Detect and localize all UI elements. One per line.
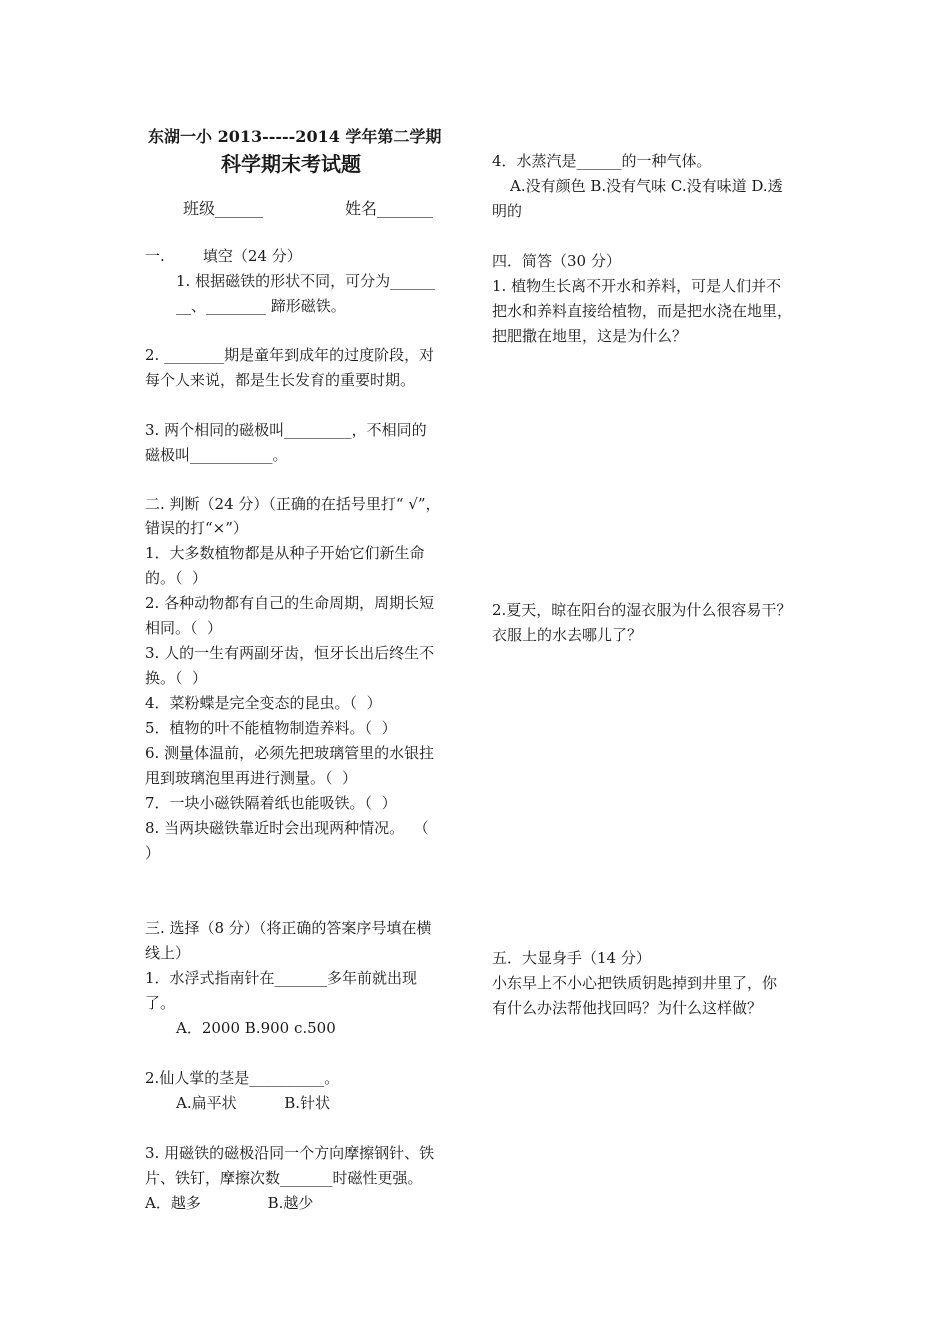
question-text: 4．水蒸汽是______的一种气体。 xyxy=(492,152,712,170)
question-text: 换。（ ） xyxy=(145,669,208,687)
question-text: 每个人来说，都是生长发育的重要时期。 xyxy=(145,371,416,389)
question-text: 3. 人的一生有两副牙齿，恒牙长出后终生不 xyxy=(145,644,435,662)
question-text: 有什么办法帮他找回吗？为什么这样做？ xyxy=(492,999,763,1017)
question-text: 1．水浮式指南针在_______多年前就出现 xyxy=(145,969,418,987)
answer-options: A．越多 B.越少 xyxy=(145,1194,314,1212)
question-text: __、________ 蹄形磁铁。 xyxy=(176,297,346,315)
question-text: 相同。（ ） xyxy=(145,619,223,637)
question-text: 片、铁钉，摩擦次数_______时磁性更强。 xyxy=(145,1169,423,1187)
question-text: 小东早上不小心把铁质钥匙掉到井里了，你 xyxy=(492,974,778,992)
question-text: 8. 当两块磁铁靠近时会出现两种情况。 （ xyxy=(145,819,429,837)
question-text: 2. 各种动物都有自己的生命周期，周期长短 xyxy=(145,594,435,612)
question-text: 把肥撒在地里，这是为什么？ xyxy=(492,327,688,345)
section-title: 错误的打“×”） xyxy=(145,519,248,537)
question-text: 了。 xyxy=(145,994,176,1012)
exam-title: 科学期末考试题 xyxy=(221,152,361,176)
answer-options: A.扁平状 B.针状 xyxy=(176,1094,331,1112)
section-title: 一. 填空（24 分） xyxy=(145,247,302,265)
question-text: 1. 根据磁铁的形状不同，可分为______ xyxy=(176,272,436,290)
school-term-line: 东湖一小 2013-----2014 学年第二学期 xyxy=(148,127,442,146)
question-text: 1. 植物生长离不开水和养料，可是人们并不 xyxy=(492,277,782,295)
question-text: 4．菜粉蝶是完全变态的昆虫。（ ） xyxy=(145,694,382,712)
question-text: 甩到玻璃泡里再进行测量。（ ） xyxy=(145,769,358,787)
section-title: 三. 选择（8 分）（将正确的答案序号填在横 xyxy=(145,919,432,937)
question-text: 6. 测量体温前，必须先把玻璃管里的水银拄 xyxy=(145,744,435,762)
question-text: 的。（ ） xyxy=(145,569,208,587)
question-text: 1．大多数植物都是从种子开始它们新生命 xyxy=(145,544,425,562)
section-title: 线上） xyxy=(145,944,191,962)
answer-options: A．2000 B.900 c.500 xyxy=(176,1019,336,1037)
class-field[interactable]: 班级______ xyxy=(183,199,264,218)
answer-options: 明的 xyxy=(492,202,523,220)
section-title: 五．大显身手（14 分） xyxy=(492,949,651,967)
question-text: ） xyxy=(145,844,161,862)
question-text: 3. 两个相同的磁极叫_________，不相同的 xyxy=(145,421,427,439)
question-text: 2.仙人掌的茎是__________。 xyxy=(145,1069,340,1087)
question-text: 磁极叫___________。 xyxy=(145,446,288,464)
question-text: 2. ________期是童年到成年的过度阶段，对 xyxy=(145,346,435,364)
name-field[interactable]: 姓名_______ xyxy=(345,199,434,218)
answer-options: A.没有颜色 B.没有气味 C.没有味道 D.透 xyxy=(510,177,783,195)
question-text: 把水和养料直接给植物，而是把水浇在地里， xyxy=(492,302,793,320)
question-text: 5．植物的叶不能植物制造养料。（ ） xyxy=(145,719,397,737)
question-text: 衣服上的水去哪儿了？ xyxy=(492,626,643,644)
question-text: 7．一块小磁铁隔着纸也能吸铁。（ ） xyxy=(145,794,397,812)
question-text: 2.夏天，晾在阳台的湿衣服为什么很容易干？ xyxy=(492,601,792,619)
question-text: 3. 用磁铁的磁极沿同一个方向摩擦钢针、铁 xyxy=(145,1144,435,1162)
section-title: 二. 判断（24 分）（正确的在括号里打“ √”， xyxy=(145,495,441,513)
section-title: 四．简答（30 分） xyxy=(492,252,621,270)
